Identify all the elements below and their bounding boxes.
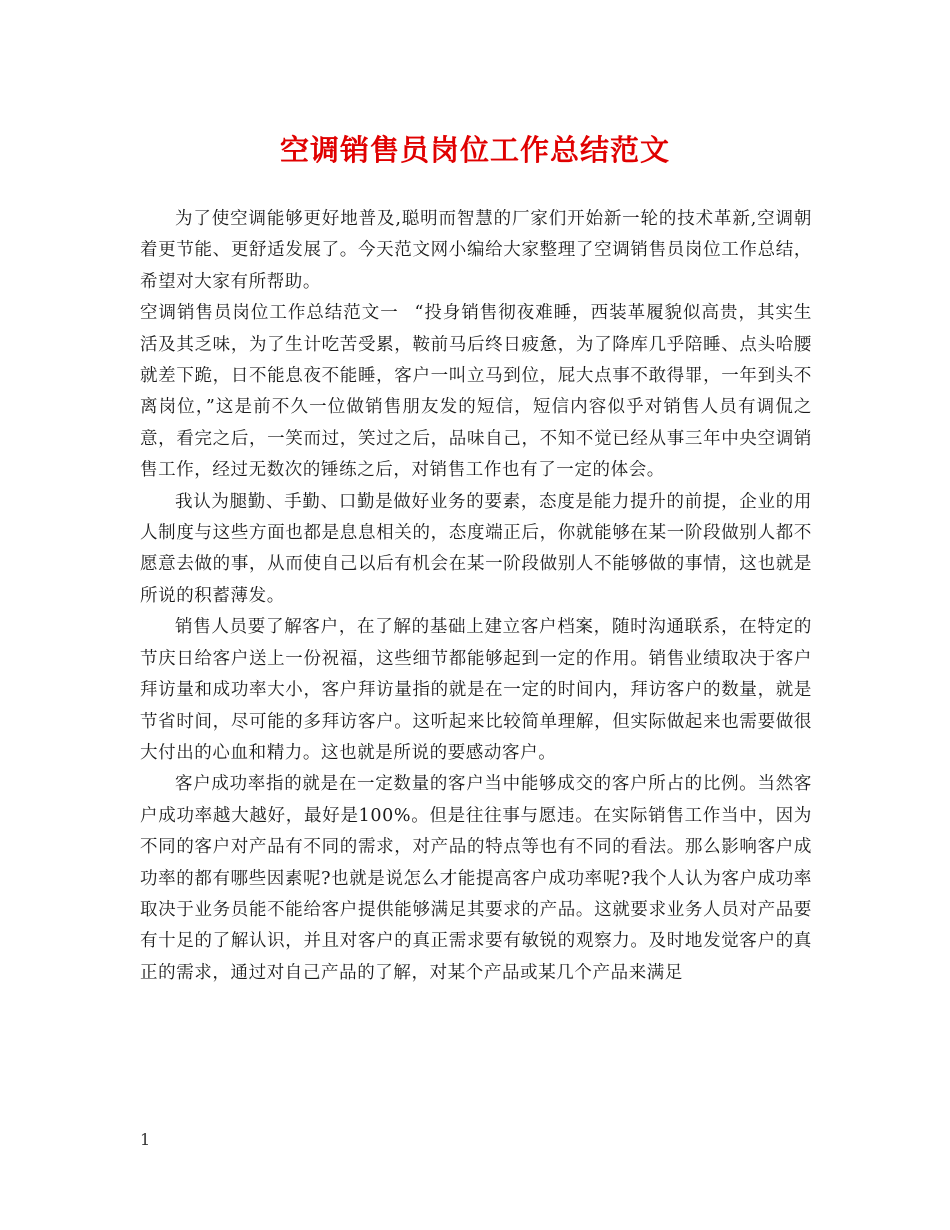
section-one-text: “投身销售彻夜难睡，西装革履貌似高贵，其实生活及其乏味，为了生计吃苦受累，鞍前马后终日疲惫，为了降库几乎陪睡、点头哈腰就差下跪，日不能息夜不能睡，客户一叫立马到位，屁大点事不敢得罪，一年到头不离岗位，”这是前不久一位做销售朋友发的短信，短信内容似乎对销售人员有调侃之意，看完之后，一笑而过，笑过之后，品味自己，不知不觉已经从事三年中央空调销售工作，经过无数次的锤练之后，对销售工作也有了一定的体会。: [140, 303, 812, 481]
body-paragraph-attitude: 我认为腿勤、手勤、口勤是做好业务的要素，态度是能力提升的前提，企业的用人制度与这些方面也都是息息相关的，态度端正后，你就能够在某一阶段做别人都不愿意去做的事，从而使自己以后有机会在某一阶段做别人不能够做的事情，这也就是所说的积蓄薄发。: [140, 491, 812, 606]
intro-paragraph: 为了使空调能够更好地普及,聪明而智慧的厂家们开始新一轮的技术革新,空调朝着更节能、更舒适发展了。今天范文网小编给大家整理了空调销售员岗位工作总结，希望对大家有所帮助。: [140, 209, 812, 292]
document-body: [140, 204, 812, 989]
body-paragraph-customer-knowledge: 销售人员要了解客户，在了解的基础上建立客户档案，随时沟通联系，在特定的节庆日给客户送上一份祝福，这些细节都能够起到一定的作用。销售业绩取决于客户拜访量和成功率大小，客户拜访量指的就是在一定的时间内，拜访客户的数量，就是节省时间，尽可能的多拜访客户。这听起来比较简单理解，但实际做起来也需要做很大付出的心血和精力。这也就是所说的要感动客户。: [140, 617, 812, 763]
section-heading: 空调销售员岗位工作总结范文一: [140, 303, 399, 324]
body-paragraph-success-rate: 客户成功率指的就是在一定数量的客户当中能够成交的客户所占的比例。当然客户成功率越大越好，最好是100%。但是往往事与愿违。在实际销售工作当中，因为不同的客户对产品有不同的需求，对产品的特点等也有不同的看法。那么影响客户成功率的都有哪些因素呢?也就是说怎么才能提高客户成功率呢?我个人认为客户成功率取决于业务员能不能给客户提供能够满足其要求的产品。这就要求业务人员对产品要有十足的了解认识，并且对客户的真正需求要有敏锐的观察力。及时地发觉客户的真正的需求，通过对自己产品的了解，对某个产品或某几个产品来满足: [140, 774, 812, 983]
page-number: 1: [140, 1130, 151, 1149]
section-one-paragraph: [140, 298, 812, 486]
document-title: 空调销售员岗位工作总结范文: [279, 133, 670, 167]
